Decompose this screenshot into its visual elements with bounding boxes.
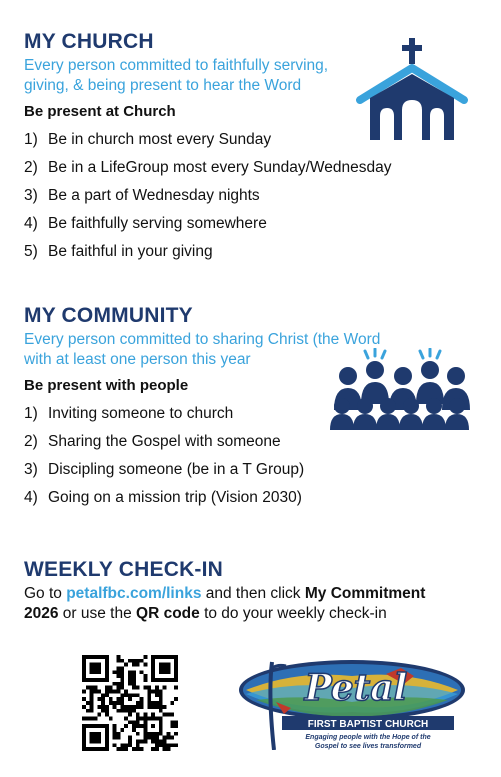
community-list bbox=[24, 405, 304, 517]
list-item: 1) Be in church most every Sunday bbox=[24, 131, 272, 148]
list-item: 3) Discipling someone (be in a T Group) bbox=[24, 461, 305, 478]
people-icon bbox=[328, 348, 478, 430]
logo-tagline-1: Engaging people with the Hope of the bbox=[305, 734, 431, 741]
list-item: 3) Be a part of Wednesday nights bbox=[24, 187, 260, 204]
list-item: 4) Going on a mission trip (Vision 2030) bbox=[24, 489, 302, 506]
checkin-text: Go to petalfbc.com/links and then click My Commitment 2026 or use the QR code to do your weekly check-in bbox=[24, 585, 426, 622]
community-heading: Be present with people bbox=[24, 377, 189, 394]
qr-code[interactable] bbox=[82, 655, 178, 751]
my-community-subtitle: Every person committed to sharing Christ (the Word with at least one person this year bbox=[24, 331, 381, 368]
weekly-checkin-title: WEEKLY CHECK-IN bbox=[24, 558, 224, 581]
petalfbc-link[interactable]: petalfbc.com/links bbox=[66, 585, 202, 602]
logo-tagline-2: Gospel to see lives transformed bbox=[314, 743, 422, 750]
list-item: 2) Be in a LifeGroup most every Sunday/Wednesday bbox=[24, 159, 392, 176]
list-item: 1) Inviting someone to church bbox=[24, 405, 234, 422]
church-list bbox=[24, 131, 392, 271]
my-church-subtitle: Every person committed to faithfully serving, giving, & being present to hear the Word bbox=[24, 57, 329, 94]
church-heading: Be present at Church bbox=[24, 103, 176, 120]
list-item: 2) Sharing the Gospel with someone bbox=[24, 433, 281, 450]
logo-word: Petal bbox=[304, 667, 408, 709]
my-community-title: MY COMMUNITY bbox=[24, 304, 193, 327]
list-item: 4) Be faithfully serving somewhere bbox=[24, 215, 267, 232]
list-item: 5) Be faithful in your giving bbox=[24, 243, 213, 260]
petal-fbc-logo bbox=[236, 654, 478, 750]
logo-church-name: FIRST BAPTIST CHURCH bbox=[307, 719, 429, 730]
my-church-title: MY CHURCH bbox=[24, 30, 154, 53]
church-icon bbox=[350, 34, 474, 142]
